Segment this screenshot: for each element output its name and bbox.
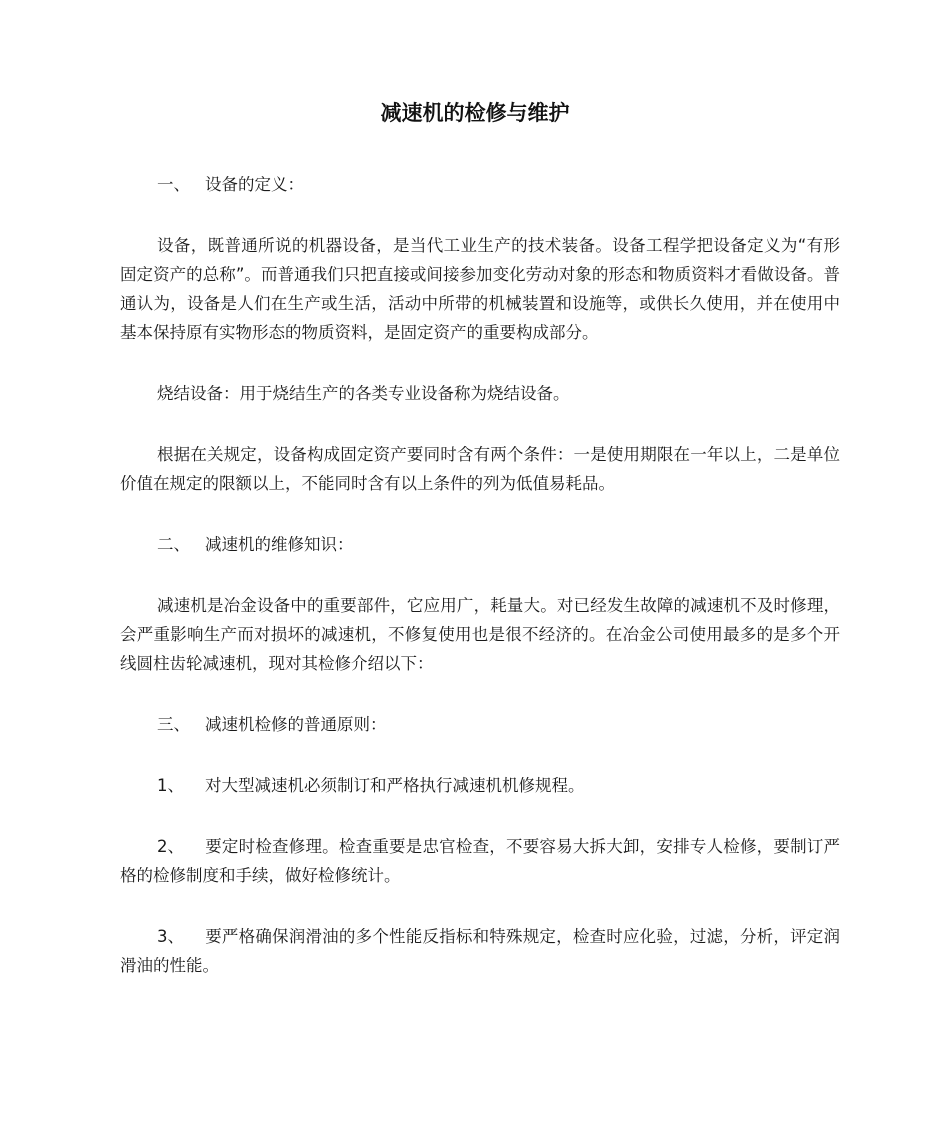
document-title: 减速机的检修与维护 — [380, 101, 570, 125]
list-number: 1、 — [157, 776, 184, 795]
section-heading-text: 减速机检修的普通原则： — [205, 715, 387, 734]
section-heading-2 — [120, 530, 840, 559]
list-item-3 — [120, 922, 840, 980]
paragraph: 减速机是冶金设备中的重要部件，它应用广，耗量大。对已经发生故障的减速机不及时修理，会严重影响生产而对损坏的减速机，不修复使用也是很不经济的。在冶金公司使用最多的是多个开线圆柱齿轮减速机，现对其检修介绍以下： — [120, 596, 840, 673]
document-body — [120, 170, 840, 1012]
section-heading-1 — [120, 170, 840, 199]
section-number: 一、 — [157, 175, 190, 194]
list-item-2 — [120, 832, 840, 890]
list-item-text: 对大型减速机必须制订和严格执行减速机机修规程。 — [205, 776, 585, 795]
section-heading-3 — [120, 710, 840, 739]
section-number: 二、 — [157, 535, 190, 554]
list-item-text: 要严格确保润滑油的多个性能反指标和特殊规定，检查时应化验，过滤，分析，评定润滑油的性能。 — [120, 927, 840, 975]
list-number: 3、 — [157, 927, 184, 946]
paragraph: 烧结设备：用于烧结生产的各类专业设备称为烧结设备。 — [157, 384, 570, 403]
paragraph: 根据在关规定，设备构成固定资产要同时含有两个条件：一是使用期限在一年以上，二是单位价值在规定的限额以上，不能同时含有以上条件的列为低值易耗品。 — [120, 445, 840, 493]
section-heading-text: 设备的定义： — [205, 175, 304, 194]
section-number: 三、 — [157, 715, 190, 734]
list-item-1 — [120, 771, 840, 800]
list-item-text: 要定时检查修理。检查重要是忠官检查，不要容易大拆大卸，安排专人检修，要制订严格的检修制度和手续，做好检修统计。 — [120, 837, 840, 885]
paragraph: 设备，既普通所说的机器设备，是当代工业生产的技术装备。设备工程学把设备定义为“有形固定资产的总称”。而普通我们只把直接或间接参加变化劳动对象的形态和物质资料才看做设备。普通认为，设备是人们在生产或生活，活动中所带的机械装置和设施等，或供长久使用，并在使用中基本保持原有实物形态的物质资料，是固定资产的重要构成部分。 — [120, 236, 840, 342]
list-number: 2、 — [157, 837, 184, 856]
section-heading-text: 减速机的维修知识： — [205, 535, 354, 554]
